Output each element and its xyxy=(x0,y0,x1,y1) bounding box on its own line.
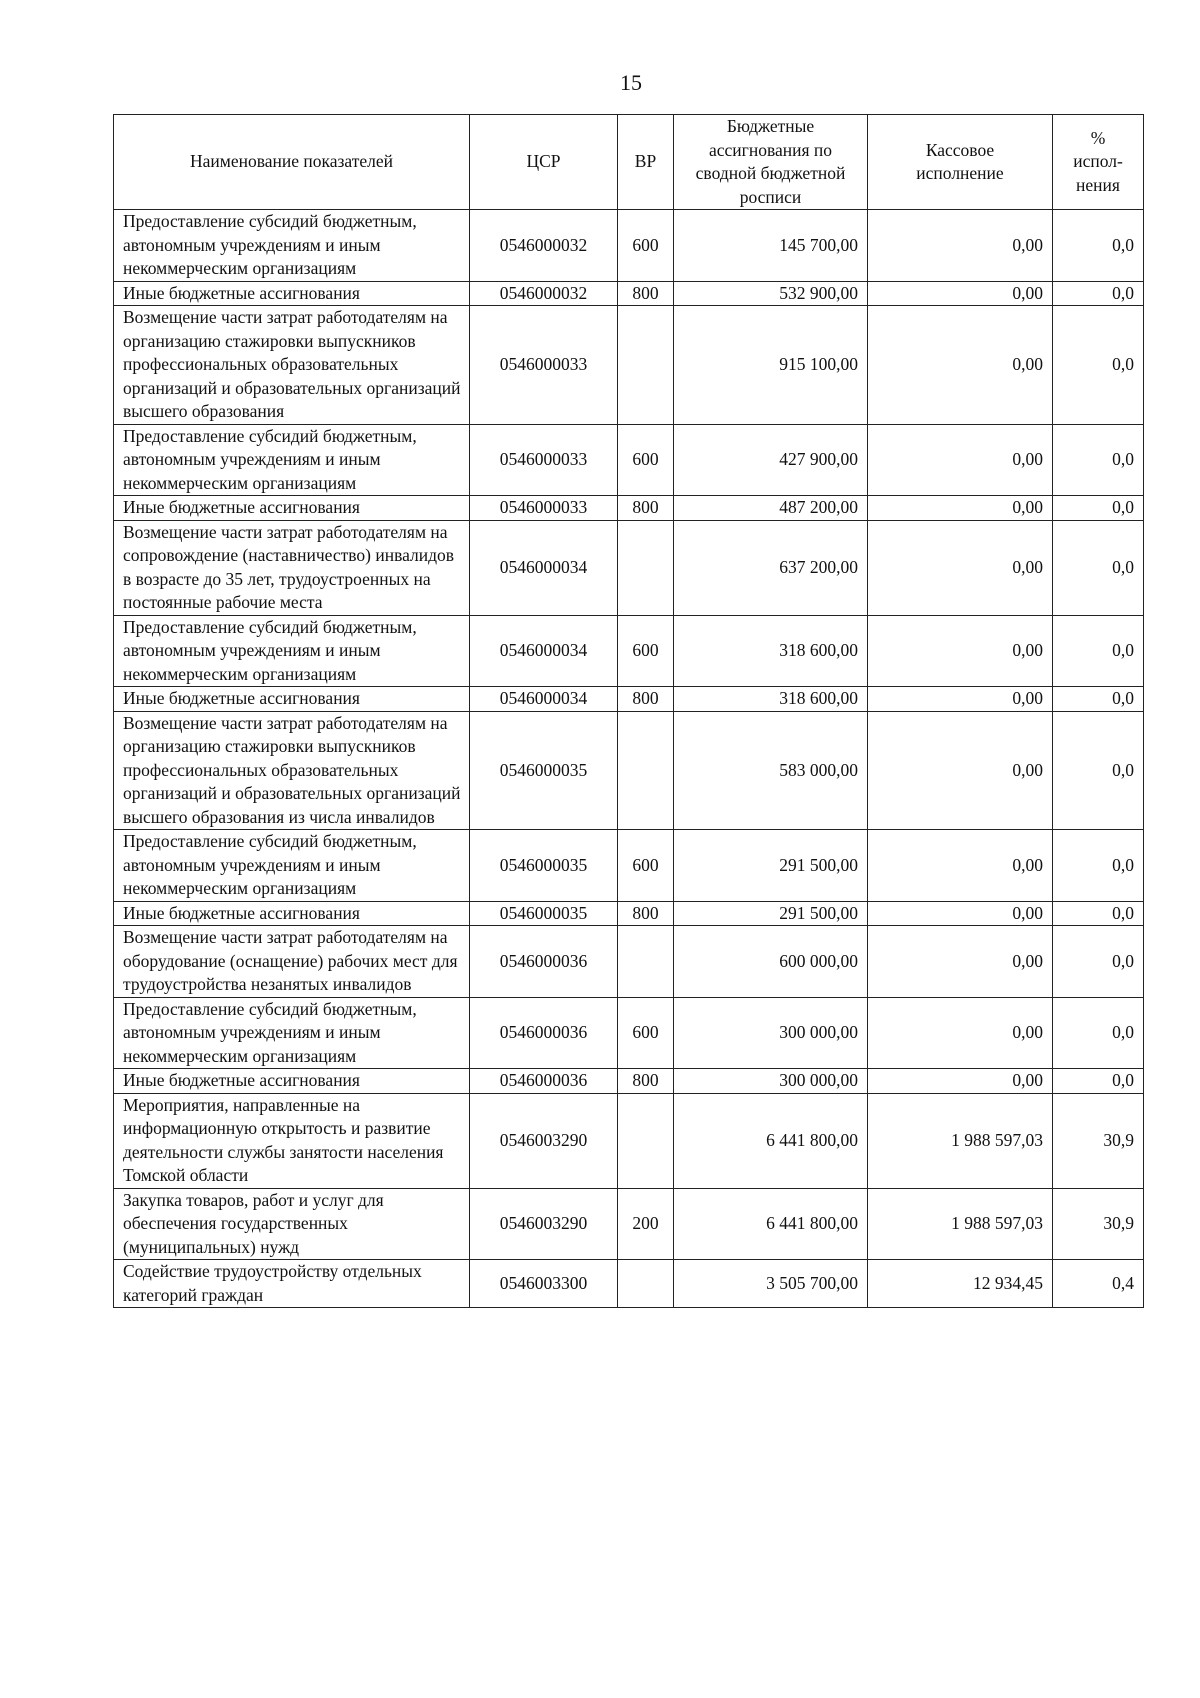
table-body xyxy=(114,210,1144,1308)
header-percent-line1: % xyxy=(1090,127,1106,148)
row-allocations-cell: 300 000,00 xyxy=(674,997,868,1069)
row-percent-cell: 0,0 xyxy=(1053,306,1144,425)
row-percent-cell: 0,0 xyxy=(1053,830,1144,902)
row-csr-cell: 0546000032 xyxy=(470,281,618,306)
row-csr-cell: 0546000035 xyxy=(470,830,618,902)
row-csr-cell: 0546000034 xyxy=(470,520,618,615)
row-vr-cell: 800 xyxy=(618,496,674,521)
budget-execution-table xyxy=(113,114,1144,1308)
table-row xyxy=(114,997,1144,1069)
row-csr-cell: 0546000035 xyxy=(470,711,618,830)
row-percent-cell: 0,0 xyxy=(1053,1069,1144,1094)
table-row xyxy=(114,1069,1144,1094)
row-cash-execution-cell: 0,00 xyxy=(868,210,1053,282)
table-header-row xyxy=(114,115,1144,210)
row-allocations-cell: 291 500,00 xyxy=(674,901,868,926)
row-percent-cell: 0,4 xyxy=(1053,1260,1144,1308)
row-cash-execution-cell: 0,00 xyxy=(868,830,1053,902)
row-cash-execution-cell: 0,00 xyxy=(868,306,1053,425)
row-vr-cell: 800 xyxy=(618,901,674,926)
row-vr-cell xyxy=(618,926,674,998)
table-row xyxy=(114,687,1144,712)
row-percent-cell: 0,0 xyxy=(1053,520,1144,615)
row-percent-cell: 30,9 xyxy=(1053,1093,1144,1188)
row-name-cell: Иные бюджетные ассигнования xyxy=(114,1069,470,1094)
table-row xyxy=(114,901,1144,926)
row-name-cell: Закупка товаров, работ и услуг для обеспечения государственных (муниципальных) нужд xyxy=(114,1188,470,1260)
header-percent xyxy=(1053,115,1144,210)
table-row xyxy=(114,1093,1144,1188)
row-cash-execution-cell: 0,00 xyxy=(868,496,1053,521)
table-row xyxy=(114,830,1144,902)
row-allocations-cell: 3 505 700,00 xyxy=(674,1260,868,1308)
row-cash-execution-cell: 1 988 597,03 xyxy=(868,1188,1053,1260)
row-vr-cell: 800 xyxy=(618,1069,674,1094)
row-percent-cell: 0,0 xyxy=(1053,901,1144,926)
row-percent-cell: 0,0 xyxy=(1053,210,1144,282)
row-cash-execution-cell: 0,00 xyxy=(868,520,1053,615)
row-allocations-cell: 915 100,00 xyxy=(674,306,868,425)
row-vr-cell: 600 xyxy=(618,615,674,687)
row-vr-cell xyxy=(618,711,674,830)
row-allocations-cell: 583 000,00 xyxy=(674,711,868,830)
row-allocations-cell: 145 700,00 xyxy=(674,210,868,282)
row-name-cell: Мероприятия, направленные на информационную открытость и развитие деятельности службы занятости населения Томской области xyxy=(114,1093,470,1188)
row-csr-cell: 0546000036 xyxy=(470,926,618,998)
row-vr-cell: 800 xyxy=(618,281,674,306)
page-number: 15 xyxy=(620,70,642,95)
header-percent-line2: испол- xyxy=(1073,151,1123,172)
table-row xyxy=(114,1188,1144,1260)
row-name-cell: Иные бюджетные ассигнования xyxy=(114,281,470,306)
row-name-cell: Предоставление субсидий бюджетным, автономным учреждениям и иным некоммерческим организациям xyxy=(114,615,470,687)
row-vr-cell: 600 xyxy=(618,997,674,1069)
row-allocations-cell: 487 200,00 xyxy=(674,496,868,521)
row-vr-cell: 200 xyxy=(618,1188,674,1260)
header-allocations: Бюджетные ассигнования по сводной бюджетной росписи xyxy=(674,115,868,210)
row-csr-cell: 0546000035 xyxy=(470,901,618,926)
row-vr-cell: 600 xyxy=(618,210,674,282)
row-percent-cell: 0,0 xyxy=(1053,687,1144,712)
row-csr-cell: 0546000033 xyxy=(470,306,618,425)
table-row xyxy=(114,210,1144,282)
row-vr-cell xyxy=(618,306,674,425)
row-cash-execution-cell: 0,00 xyxy=(868,901,1053,926)
row-csr-cell: 0546000034 xyxy=(470,687,618,712)
row-vr-cell: 800 xyxy=(618,687,674,712)
row-name-cell: Предоставление субсидий бюджетным, автономным учреждениям и иным некоммерческим организациям xyxy=(114,830,470,902)
row-allocations-cell: 600 000,00 xyxy=(674,926,868,998)
row-name-cell: Содействие трудоустройству отдельных категорий граждан xyxy=(114,1260,470,1308)
row-vr-cell xyxy=(618,1260,674,1308)
row-csr-cell: 0546000033 xyxy=(470,424,618,496)
row-percent-cell: 30,9 xyxy=(1053,1188,1144,1260)
row-allocations-cell: 6 441 800,00 xyxy=(674,1188,868,1260)
row-name-cell: Возмещение части затрат работодателям на организацию стажировки выпускников профессиональных образовательных организаций и образовательных организаций высшего образования xyxy=(114,306,470,425)
row-allocations-cell: 318 600,00 xyxy=(674,687,868,712)
row-vr-cell xyxy=(618,1093,674,1188)
row-cash-execution-cell: 0,00 xyxy=(868,687,1053,712)
row-allocations-cell: 6 441 800,00 xyxy=(674,1093,868,1188)
row-cash-execution-cell: 12 934,45 xyxy=(868,1260,1053,1308)
row-name-cell: Возмещение части затрат работодателям на оборудование (оснащение) рабочих мест для трудоустройства незанятых инвалидов xyxy=(114,926,470,998)
row-csr-cell: 0546003290 xyxy=(470,1188,618,1260)
row-cash-execution-cell: 0,00 xyxy=(868,711,1053,830)
row-percent-cell: 0,0 xyxy=(1053,496,1144,521)
row-percent-cell: 0,0 xyxy=(1053,926,1144,998)
row-csr-cell: 0546000034 xyxy=(470,615,618,687)
row-cash-execution-cell: 1 988 597,03 xyxy=(868,1093,1053,1188)
row-vr-cell xyxy=(618,520,674,615)
row-csr-cell: 0546003300 xyxy=(470,1260,618,1308)
row-allocations-cell: 532 900,00 xyxy=(674,281,868,306)
table-row xyxy=(114,306,1144,425)
row-csr-cell: 0546000032 xyxy=(470,210,618,282)
row-cash-execution-cell: 0,00 xyxy=(868,281,1053,306)
row-csr-cell: 0546003290 xyxy=(470,1093,618,1188)
header-cash-execution: Кассовое исполнение xyxy=(868,115,1053,210)
row-name-cell: Иные бюджетные ассигнования xyxy=(114,687,470,712)
header-csr: ЦСР xyxy=(470,115,618,210)
row-name-cell: Предоставление субсидий бюджетным, автономным учреждениям и иным некоммерческим организациям xyxy=(114,424,470,496)
row-percent-cell: 0,0 xyxy=(1053,424,1144,496)
row-percent-cell: 0,0 xyxy=(1053,997,1144,1069)
row-name-cell: Иные бюджетные ассигнования xyxy=(114,901,470,926)
row-csr-cell: 0546000036 xyxy=(470,1069,618,1094)
row-cash-execution-cell: 0,00 xyxy=(868,1069,1053,1094)
row-allocations-cell: 300 000,00 xyxy=(674,1069,868,1094)
row-name-cell: Предоставление субсидий бюджетным, автономным учреждениям и иным некоммерческим организациям xyxy=(114,210,470,282)
table-row xyxy=(114,711,1144,830)
header-percent-line3: нения xyxy=(1076,174,1120,195)
row-percent-cell: 0,0 xyxy=(1053,711,1144,830)
row-csr-cell: 0546000033 xyxy=(470,496,618,521)
header-name: Наименование показателей xyxy=(114,115,470,210)
row-percent-cell: 0,0 xyxy=(1053,615,1144,687)
row-cash-execution-cell: 0,00 xyxy=(868,615,1053,687)
table-row xyxy=(114,281,1144,306)
row-allocations-cell: 637 200,00 xyxy=(674,520,868,615)
table-row xyxy=(114,615,1144,687)
row-vr-cell: 600 xyxy=(618,424,674,496)
row-allocations-cell: 427 900,00 xyxy=(674,424,868,496)
row-name-cell: Возмещение части затрат работодателям на сопровождение (наставничество) инвалидов в возрасте до 35 лет, трудоустроенных на постоянные рабочие места xyxy=(114,520,470,615)
row-allocations-cell: 291 500,00 xyxy=(674,830,868,902)
row-cash-execution-cell: 0,00 xyxy=(868,424,1053,496)
header-vr: ВР xyxy=(618,115,674,210)
row-name-cell: Предоставление субсидий бюджетным, автономным учреждениям и иным некоммерческим организациям xyxy=(114,997,470,1069)
table-row xyxy=(114,1260,1144,1308)
row-csr-cell: 0546000036 xyxy=(470,997,618,1069)
row-percent-cell: 0,0 xyxy=(1053,281,1144,306)
table-row xyxy=(114,926,1144,998)
row-name-cell: Возмещение части затрат работодателям на организацию стажировки выпускников профессиональных образовательных организаций и образовательных организаций высшего образования из числа инвалидов xyxy=(114,711,470,830)
row-name-cell: Иные бюджетные ассигнования xyxy=(114,496,470,521)
table-row xyxy=(114,424,1144,496)
row-allocations-cell: 318 600,00 xyxy=(674,615,868,687)
row-vr-cell: 600 xyxy=(618,830,674,902)
table-row xyxy=(114,496,1144,521)
table-row xyxy=(114,520,1144,615)
row-cash-execution-cell: 0,00 xyxy=(868,997,1053,1069)
row-cash-execution-cell: 0,00 xyxy=(868,926,1053,998)
